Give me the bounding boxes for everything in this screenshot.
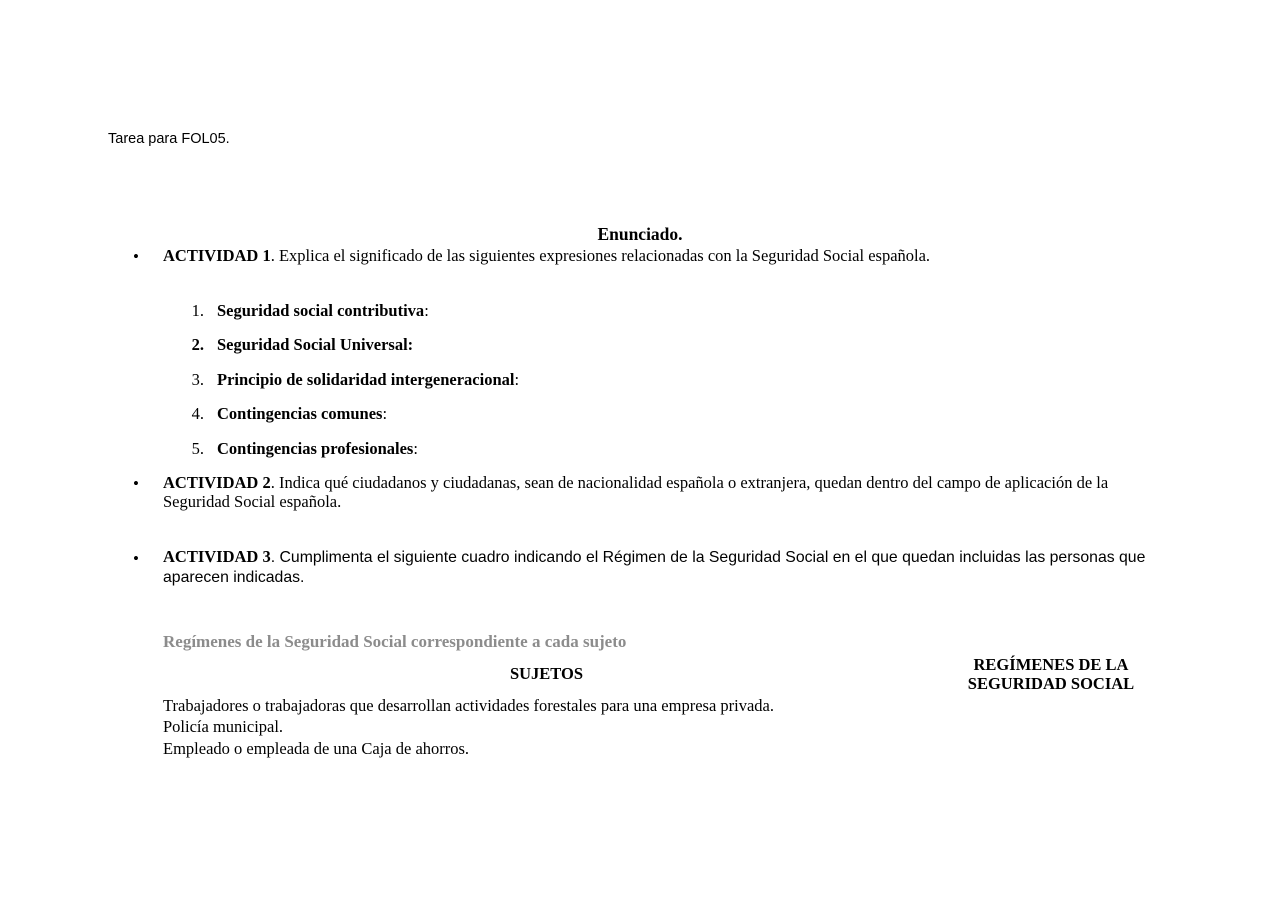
list-item (217, 335, 413, 355)
list-item-number: 5. (191, 439, 204, 458)
activity-3-text: . Cumplimenta el siguiente cuadro indicando el Régimen de la Seguridad Social en el que quedan incluidas las personas que (270, 549, 1146, 566)
activity-3-paragraph (163, 547, 1145, 588)
activity-3-line (163, 547, 1145, 568)
table-header-sujetos: SUJETOS (509, 664, 584, 683)
list-item (217, 439, 418, 459)
activity-2-line: Seguridad Social española. (163, 492, 342, 511)
activity-2-line (163, 473, 1108, 492)
activity-1-text: . Explica el significado de las siguientes expresiones relacionadas con la Seguridad Social española. (270, 246, 931, 265)
list-item-term: Contingencias profesionales (217, 439, 414, 458)
activity-2-label: ACTIVIDAD 2 (163, 473, 271, 492)
table-header-regimenes (940, 655, 1162, 693)
list-item-suffix: : (382, 404, 388, 423)
list-item-number: 4. (191, 404, 204, 423)
table-header-line: SEGURIDAD SOCIAL (967, 674, 1135, 693)
list-item-suffix: : (424, 301, 429, 320)
bullet-icon: • (133, 549, 139, 568)
activity-1-paragraph (163, 246, 930, 265)
activity-2-paragraph (163, 473, 1108, 511)
table-row: Empleado o empleada de una Caja de ahorros. (163, 739, 470, 758)
list-item-term: Seguridad Social Universal: (217, 335, 414, 354)
list-item-number: 2. (191, 335, 204, 354)
list-item-term: Seguridad social contributiva (217, 301, 425, 320)
activity-3-label: ACTIVIDAD 3 (163, 547, 271, 566)
list-item-suffix: : (413, 439, 418, 458)
table-row: Trabajadores o trabajadoras que desarrollan actividades forestales para una empresa privada. (163, 696, 775, 715)
list-item (217, 370, 519, 390)
list-item-number: 3. (191, 370, 204, 389)
activity-1-label: ACTIVIDAD 1 (163, 246, 271, 265)
bullet-icon: • (133, 247, 139, 266)
table-header-line: REGÍMENES DE LA (973, 655, 1129, 674)
list-item-number: 1. (191, 301, 204, 320)
activity-2-text: . Indica qué ciudadanos y ciudadanas, sean de nacionalidad española o extranjera, quedan dentro del campo de aplicación de la (270, 473, 1109, 492)
document-header: Tarea para FOL05. (108, 131, 230, 147)
list-item-suffix: : (514, 370, 520, 389)
bullet-icon: • (133, 474, 139, 493)
list-item (217, 301, 429, 321)
list-item-term: Contingencias comunes (217, 404, 383, 423)
activity-3-line: aparecen indicadas. (163, 569, 305, 586)
list-item-term: Principio de solidaridad intergeneracional (217, 370, 515, 389)
table-row: Policía municipal. (163, 717, 284, 736)
table-caption: Regímenes de la Seguridad Social correspondiente a cada sujeto (163, 632, 627, 651)
section-heading: Enunciado. (597, 224, 683, 244)
list-item (217, 404, 387, 424)
